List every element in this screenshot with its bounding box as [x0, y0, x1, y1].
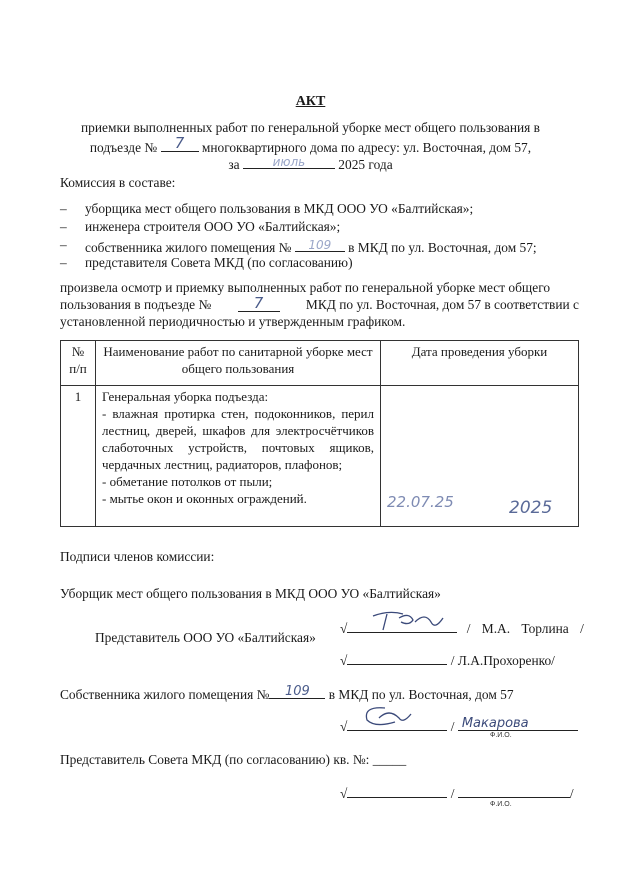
owner-label: Собственника жилого помещения №	[60, 687, 270, 702]
fio-caption-owner: Ф.И.О.	[490, 732, 512, 739]
owner-name-field	[458, 716, 578, 731]
intro-entrance-field	[238, 294, 280, 312]
subtitle-entrance-label: подъезде №	[89, 140, 158, 155]
work-line: - мытье окон и оконных ограждений.	[102, 491, 307, 506]
date-handwritten: 22.07.25	[387, 493, 454, 511]
dash-marker: –	[60, 237, 67, 252]
entrance-number-handwritten: 7	[174, 134, 185, 152]
member-owner	[85, 237, 537, 256]
signature-line	[347, 650, 447, 665]
council-name-field	[458, 783, 570, 798]
member-council: представителя Совета МКД (по согласованию)	[85, 255, 353, 270]
member-owner-label: собственника жилого помещения №	[85, 240, 292, 255]
owner-signature	[340, 716, 578, 735]
intro-line2	[60, 294, 579, 313]
owner-apartment-field	[295, 237, 345, 252]
check-mark-icon: √	[340, 621, 348, 636]
period-field	[243, 154, 335, 169]
intro-entrance-handwritten: 7	[253, 294, 264, 312]
member-owner-address: в МКД по ул. Восточная, дом 57;	[348, 240, 537, 255]
rep-name-prokhorenko: / Л.А.Прохоренко/	[450, 653, 555, 668]
row-date-cell	[381, 386, 579, 527]
header-num: № п/п	[61, 341, 96, 386]
row-work-description	[96, 386, 381, 527]
intro-entrance-label: пользования в подъезде №	[60, 297, 212, 312]
fio-caption-council: Ф.И.О.	[490, 801, 512, 808]
signature-torlina-icon	[369, 608, 449, 634]
subtitle-address: многоквартирного дома по адресу: ул. Восточная, дом 57,	[201, 140, 532, 155]
dash-marker: –	[60, 201, 67, 216]
council-line: Представитель Совета МКД (по согласованию) кв. №: _____	[60, 752, 407, 767]
row-num: 1	[61, 386, 96, 527]
owner-number-handwritten: 109	[284, 684, 310, 699]
signature-owner-icon	[355, 702, 415, 730]
rep-label: Представитель ООО УО «Балтийская»	[95, 630, 316, 645]
check-mark-icon: √	[340, 719, 348, 734]
check-mark-icon: √	[340, 786, 348, 801]
owner-apartment-handwritten: 109	[308, 238, 332, 252]
commission-heading: Комиссия в составе:	[60, 175, 176, 190]
header-date: Дата проведения уборки	[381, 341, 579, 386]
subtitle-line3	[0, 154, 621, 173]
owner-name-handwritten: Макарова	[461, 716, 529, 731]
rep-signature-2	[340, 650, 555, 669]
dash-marker: –	[60, 255, 67, 270]
subtitle-period-label: за	[228, 157, 240, 172]
header-work-name: Наименование работ по санитарной уборке мест общего пользования	[96, 341, 381, 386]
rep-signature-1	[340, 618, 584, 637]
dash-marker: –	[60, 219, 67, 234]
check-mark-icon: √	[340, 653, 348, 668]
work-line: Генеральная уборка подъезда:	[102, 389, 269, 404]
signature-line	[347, 716, 447, 731]
member-cleaner: уборщика мест общего пользования в МКД ООО УО «Балтийская»;	[85, 201, 474, 216]
slash: /	[450, 786, 455, 801]
member-engineer: инженера строителя ООО УО «Балтийская»;	[85, 219, 341, 234]
document-title: АКТ	[295, 94, 326, 109]
intro-line1: произвела осмотр и приемку выполненных работ по генеральной уборке мест общего	[60, 280, 551, 295]
owner-number-field	[269, 684, 325, 699]
intro-address: МКД по ул. Восточная, дом 57 в соответствии с	[305, 297, 579, 312]
owner-line	[60, 684, 514, 703]
period-handwritten: июль	[272, 155, 306, 169]
table-header-row	[61, 341, 579, 386]
owner-address: в МКД по ул. Восточная, дом 57	[328, 687, 514, 702]
year-handwritten: 2025	[509, 498, 553, 518]
council-signature	[340, 783, 574, 802]
signatures-heading: Подписи членов комиссии:	[60, 549, 215, 564]
works-table	[60, 340, 579, 527]
rep-name-torlina: / М.А. Торлина /	[466, 621, 584, 636]
subtitle-year: 2025 года	[338, 157, 393, 172]
slash: /	[450, 719, 455, 734]
signature-line	[347, 783, 447, 798]
table-row	[61, 386, 579, 527]
work-line: - обметание потолков от пыли;	[102, 474, 273, 489]
entrance-number-field	[161, 134, 199, 152]
work-line: - влажная протирка стен, подоконников, перил лестниц, дверей, шкафов для электросчётчиков слаботочных устройств, почтовых ящиков, чердачных лестниц, радиаторов, плафонов;	[102, 406, 374, 472]
subtitle-line1: приемки выполненных работ по генеральной уборке мест общего пользования в	[81, 120, 540, 135]
intro-line3: установленной периодичностью и утвержденным графиком.	[60, 314, 406, 329]
slash: /	[569, 786, 574, 801]
signature-line	[347, 618, 457, 633]
cleaner-line: Уборщик мест общего пользования в МКД ООО УО «Балтийская»	[60, 586, 441, 601]
